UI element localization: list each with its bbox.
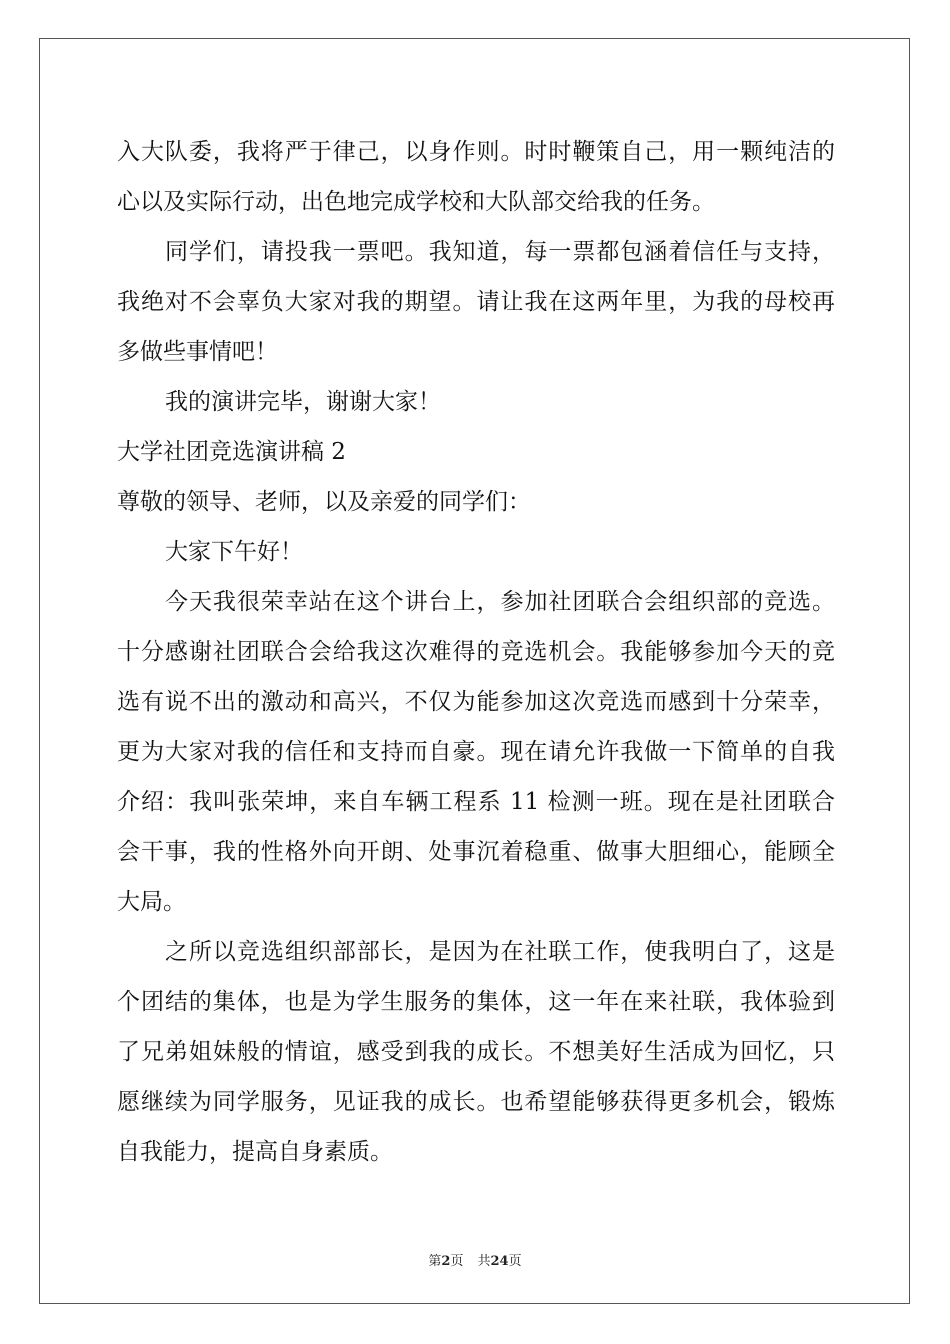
paragraph-start-line: 大家下午好！ [165, 539, 303, 565]
page-prefix: 第 [428, 1254, 442, 1269]
text-line: 多做些事情吧！ [117, 339, 278, 365]
text-line: 介绍：我叫张荣坤，来自车辆工程系 11 检测一班。现在是社团联合 [117, 789, 835, 815]
paragraph-start-line: 同学们，请投我一票吧。我知道，每一票都包涵着信任与支持， [165, 239, 835, 265]
text-line: 大局。 [117, 889, 186, 915]
page-suffix: 页 [450, 1254, 464, 1269]
paragraph-start-line: 今天我很荣幸站在这个讲台上，参加社团联合会组织部的竞选。 [165, 589, 835, 615]
total-prefix: 共 [477, 1254, 491, 1269]
text-line: 个团结的集体，也是为学生服务的集体，这一年在来社联，我体验到 [117, 989, 835, 1015]
page-total: 24 [490, 1254, 509, 1269]
text-line: 会干事，我的性格外向开朗、处事沉着稳重、做事大胆细心，能顾全 [117, 839, 835, 865]
page-number: 2 [441, 1254, 451, 1269]
document-body [117, 127, 835, 1177]
text-line: 自我能力，提高自身素质。 [117, 1139, 393, 1165]
text-line: 入大队委，我将严于律己，以身作则。时时鞭策自己，用一颗纯洁的 [117, 139, 835, 165]
text-line: 愿继续为同学服务，见证我的成长。也希望能够获得更多机会，锻炼 [117, 1089, 835, 1115]
total-suffix: 页 [508, 1254, 522, 1269]
text-line: 十分感谢社团联合会给我这次难得的竞选机会。我能够参加今天的竞 [117, 639, 835, 665]
text-line: 我绝对不会辜负大家对我的期望。请让我在这两年里，为我的母校再 [117, 289, 835, 315]
text-line: 更为大家对我的信任和支持而自豪。现在请允许我做一下简单的自我 [117, 739, 835, 765]
salutation-line: 尊敬的领导、老师，以及亲爱的同学们： [117, 489, 531, 515]
paragraph-start-line: 我的演讲完毕，谢谢大家！ [165, 389, 441, 415]
paragraph-start-line: 之所以竞选组织部部长，是因为在社联工作，使我明白了，这是 [165, 939, 835, 965]
section-heading: 大学社团竞选演讲稿 2 [117, 439, 346, 465]
text-line: 选有说不出的激动和高兴，不仅为能参加这次竞选而感到十分荣幸， [117, 689, 835, 715]
text-line: 了兄弟姐妹般的情谊，感受到我的成长。不想美好生活成为回忆，只 [117, 1039, 835, 1065]
page-footer [0, 1250, 950, 1269]
text-line: 心以及实际行动，出色地完成学校和大队部交给我的任务。 [117, 189, 715, 215]
